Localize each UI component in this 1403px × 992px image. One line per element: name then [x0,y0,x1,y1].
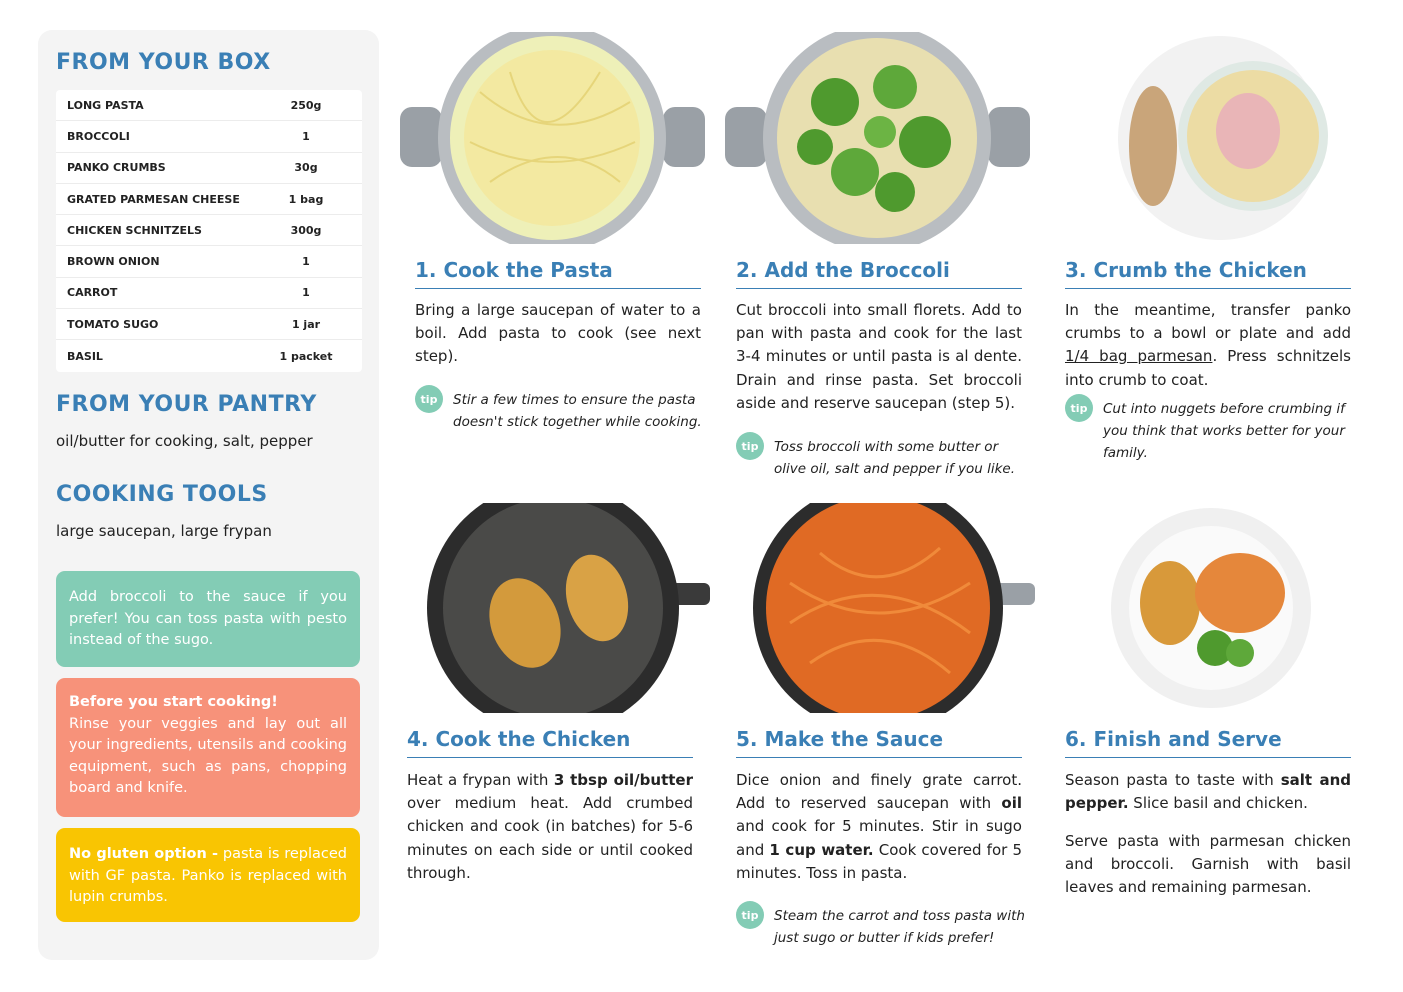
step-2-title: 2. Add the Broccoli [736,258,1022,289]
ingredient-row [56,184,362,215]
step-1-tip [415,389,705,433]
ingredient-name: BASIL [67,349,103,363]
step-6-text-b: Slice basil and chicken. [1133,794,1308,813]
from-your-box-title: FROM YOUR BOX [56,50,271,75]
tip-text: Toss broccoli with some butter or olive oil, salt and pepper if you like. [774,439,1015,477]
step-6-text-bold: salt and pepper. [1065,771,1351,813]
ingredient-row [56,121,362,152]
step-4-text-a: Heat a frypan with [407,771,549,789]
ingredient-row [56,309,362,340]
cooking-tools-text: large saucepan, large frypan [56,522,272,540]
step-6-text [1065,769,1351,815]
tip-text: Stir a few times to ensure the pasta doesn't stick together while cooking. [453,392,702,430]
ingredient-qty: 1 packet [279,349,333,363]
ingredient-name: TOMATO SUGO [67,317,159,331]
ingredient-name: GRATED PARMESAN CHEESE [67,192,240,206]
ingredient-qty: 300g [290,223,322,237]
before-cooking-note [56,678,360,817]
ingredient-row [56,278,362,309]
tip-badge-icon: tip [736,432,764,460]
crumb-chicken-photo [1108,36,1333,241]
step-4-text [407,769,693,885]
broccoli-note [56,571,360,667]
step-2-tip [736,436,1026,480]
ingredient-row [56,246,362,277]
broccoli-note-text: Add broccoli to the sauce if you prefer! You can toss pasta with pesto instead of the sugo. [69,589,347,648]
step-5-title: 5. Make the Sauce [736,727,1022,758]
pantry-text: oil/butter for cooking, salt, pepper [56,432,313,450]
step-4-text-b: over medium heat. Add crumbed chicken and cook (in batches) for 5-6 minutes on each side or until cooked through. [407,794,693,882]
step-5-text [736,769,1022,885]
step-3-text-b: . Press schnitzels into crumb to coat. [1065,347,1351,389]
step-2-text: Cut broccoli into small florets. Add to pan with pasta and cook for the last 3-4 minutes or until pasta is al dente. Drain and rinse pasta. Set broccoli aside and reserve saucepan (step 5). [736,301,1022,412]
step-3-text-underline: 1/4 bag parmesan [1065,347,1213,366]
tip-text: Steam the carrot and toss pasta with just sugo or butter if kids prefer! [774,908,1025,946]
step-4-text-bold: 3 tbsp oil/butter [553,771,693,789]
ingredient-qty: 1 [302,255,310,269]
ingredient-name: CARROT [67,286,118,300]
ingredient-qty: 250g [290,98,322,112]
pasta-pot-photo [400,32,705,244]
step-5-text-bold1: oil [1001,794,1022,813]
ingredient-name: CHICKEN SCHNITZELS [67,223,202,237]
step-6-text-a: Season pasta to taste with [1065,771,1274,789]
ingredient-name: LONG PASTA [67,98,144,112]
pasta-sauce-photo [750,503,1035,713]
step-3-text-a: In the meantime, transfer panko crumbs to a bowl or plate and add [1065,301,1351,343]
ingredient-row [56,215,362,246]
tip-badge-icon: tip [415,385,443,413]
step-5-text-bold2: 1 cup water. [769,840,874,859]
step-5-tip [736,905,1026,949]
tip-badge-icon: tip [736,901,764,929]
step-6-title: 6. Finish and Serve [1065,727,1351,758]
step-4-title: 4. Cook the Chicken [407,727,693,758]
frypan-chicken-photo [425,503,710,713]
step-6-text-2: Serve pasta with parmesan chicken and broccoli. Garnish with basil leaves and remaining parmesan. [1065,832,1351,897]
ingredient-qty: 1 [302,129,310,143]
ingredient-qty: 1 jar [291,317,321,331]
ingredient-name: BROCCOLI [67,129,130,143]
step-3-title: 3. Crumb the Chicken [1065,258,1351,289]
step-3-text [1065,299,1351,392]
ingredients-table [56,90,362,372]
from-your-pantry-title: FROM YOUR PANTRY [56,392,317,417]
before-cooking-title: Before you start cooking! [69,694,278,710]
ingredient-qty: 30g [294,161,318,175]
broccoli-pot-photo [725,32,1030,244]
cooking-tools-title: COOKING TOOLS [56,482,268,507]
ingredient-qty: 1 [302,286,310,300]
ingredient-qty: 1 bag [288,192,324,206]
tip-text: Cut into nuggets before crumbing if you think that works better for your family. [1103,401,1345,461]
step-5-text-c: Cook covered for 5 minutes. Toss in pasta. [736,840,1022,882]
step-5-text-a: Dice onion and finely grate carrot. Add to reserved saucepan with [736,771,1022,813]
plated-dish-photo [1110,503,1312,713]
before-cooking-text: Rinse your veggies and lay out all your ingredients, utensils and cooking equipment, such as pans, chopping board and knife. [69,715,347,796]
ingredient-row [56,153,362,184]
step-3-tip [1065,398,1355,464]
tip-badge-icon: tip [1065,394,1093,422]
gluten-free-note [56,828,360,922]
step-5-text-b: and cook for 5 minutes. Stir in sugo and [736,817,1022,859]
ingredient-row [56,340,362,371]
ingredient-name: PANKO CRUMBS [67,161,166,175]
step-1-title: 1. Cook the Pasta [415,258,701,289]
step-1-text: Bring a large saucepan of water to a boil. Add pasta to cook (see next step). [415,301,701,366]
ingredient-name: BROWN ONION [67,255,160,269]
gluten-free-title: No gluten option - [69,846,219,862]
ingredient-row [56,90,362,121]
gluten-free-text: pasta is replaced with GF pasta. Panko is replaced with lupin crumbs. [69,846,347,905]
ingredients-sidebar [38,30,379,960]
